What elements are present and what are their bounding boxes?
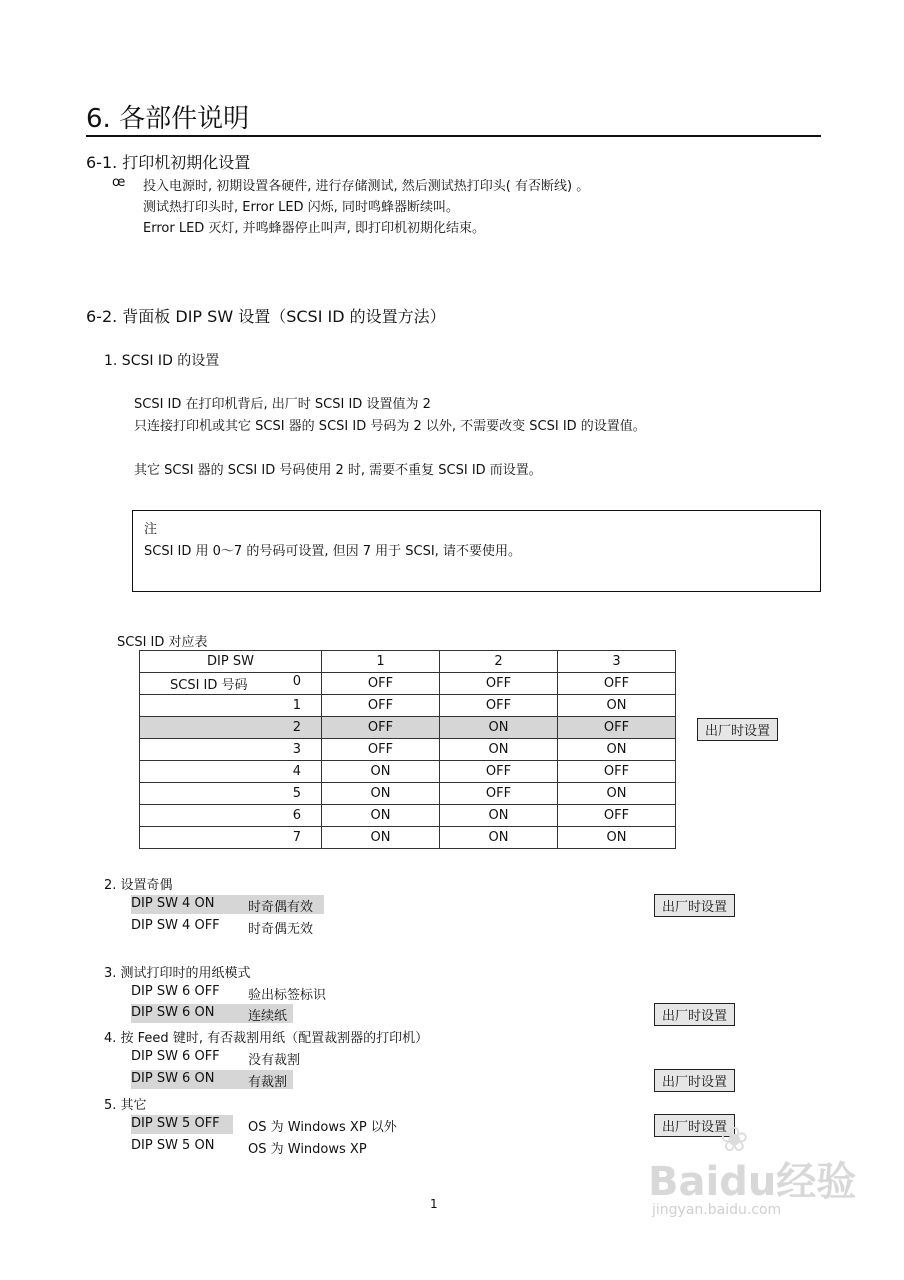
row-id: 7 [292, 830, 301, 845]
table-row [140, 783, 676, 805]
cell: OFF [322, 695, 440, 717]
parity-on-desc: 时奇偶有效 [248, 900, 314, 915]
header-sw-3: 3 [558, 651, 676, 673]
table-header-row [140, 651, 676, 673]
cell: ON [440, 805, 558, 827]
row-id: 3 [292, 742, 301, 757]
section-6-1-heading: 6-1. 打印机初期化设置 [86, 153, 251, 172]
watermark-url: jingyan.baidu.com [652, 1202, 782, 1218]
parity-on-key: DIP SW 4 ON [131, 896, 215, 911]
cell: ON [322, 783, 440, 805]
parity-off-desc: 时奇偶无效 [248, 922, 314, 937]
other-off-desc: OS 为 Windows XP 以外 [248, 1120, 397, 1135]
cell: ON [322, 805, 440, 827]
cell: ON [440, 717, 558, 739]
paper-off-desc: 验出标签标识 [248, 988, 327, 1003]
factory-default-badge: 出厂时设置 [654, 1069, 735, 1092]
page-number: 1 [430, 1197, 438, 1211]
table-row-default [140, 717, 676, 739]
init-line-3: Error LED 灭灯, 并鸣蜂器停止叫声, 即打印机初期化结束。 [143, 221, 485, 236]
paper-on-desc: 连续纸 [248, 1009, 288, 1024]
cell: ON [322, 827, 440, 849]
cell: OFF [440, 761, 558, 783]
cell: ON [440, 739, 558, 761]
parity-off-key: DIP SW 4 OFF [131, 918, 220, 933]
cell: ON [558, 695, 676, 717]
init-line-2: 测试热打印头时, Error LED 闪烁, 同时鸣蜂器断续叫。 [143, 200, 459, 215]
scsi-para-3: 其它 SCSI 器的 SCSI ID 号码使用 2 时, 需要不重复 SCSI ID 而设置。 [134, 463, 542, 478]
note-title: 注 [144, 522, 158, 537]
cell: OFF [440, 783, 558, 805]
cell: ON [322, 761, 440, 783]
row-id: 2 [292, 720, 301, 735]
scsi-id-subheading: 1. SCSI ID 的设置 [104, 353, 220, 369]
feed-heading: 4. 按 Feed 键时, 有否裁割用纸（配置裁割器的打印机） [104, 1031, 429, 1046]
row-id: 6 [292, 808, 301, 823]
cell: OFF [322, 739, 440, 761]
cell: ON [440, 827, 558, 849]
factory-default-badge: 出厂时设置 [697, 718, 778, 741]
header-dip-sw: DIP SW [140, 651, 322, 673]
other-on-desc: OS 为 Windows XP [248, 1142, 367, 1157]
feed-on-desc: 有裁割 [248, 1075, 288, 1090]
cell: OFF [322, 717, 440, 739]
factory-default-badge: 出厂时设置 [654, 1114, 735, 1137]
watermark-brand: Baidu经验 [648, 1159, 857, 1205]
cell: ON [558, 783, 676, 805]
scsi-para-2: 只连接打印机或其它 SCSI 器的 SCSI ID 号码为 2 以外, 不需要改变 SCSI ID 的设置值。 [134, 419, 646, 434]
cell: OFF [558, 717, 676, 739]
table-row [140, 805, 676, 827]
table-row [140, 739, 676, 761]
row-id: 0 [292, 674, 301, 689]
table-row [140, 673, 676, 695]
row-id: 5 [292, 786, 301, 801]
bullet-glyph: œ [112, 175, 126, 190]
header-sw-1: 1 [322, 651, 440, 673]
scsi-para-1: SCSI ID 在打印机背后, 出厂时 SCSI ID 设置值为 2 [134, 397, 431, 412]
factory-default-badge: 出厂时设置 [654, 894, 735, 917]
note-text: SCSI ID 用 0～7 的号码可设置, 但因 7 用于 SCSI, 请不要使用。 [144, 544, 521, 559]
scsi-id-table [139, 650, 676, 849]
parity-heading: 2. 设置奇偶 [104, 878, 173, 893]
row-id: 1 [292, 698, 301, 713]
other-off-key: DIP SW 5 OFF [131, 1116, 220, 1131]
feed-off-desc: 没有裁割 [248, 1053, 301, 1068]
section-6-2-heading: 6-2. 背面板 DIP SW 设置（SCSI ID 的设置方法） [86, 307, 446, 326]
cell: ON [558, 827, 676, 849]
paw-logo-icon: ❀ [720, 1120, 749, 1160]
cell: OFF [322, 673, 440, 695]
cell: ON [558, 739, 676, 761]
row-label: SCSI ID 号码 [170, 678, 248, 693]
page-title: 6. 各部件说明 [86, 104, 250, 134]
init-line-1: 投入电源时, 初期设置各硬件, 进行存储测试, 然后测试热打印头( 有否断线) 。 [143, 179, 590, 194]
table-row [140, 827, 676, 849]
title-divider [86, 135, 821, 137]
other-heading: 5. 其它 [104, 1098, 147, 1113]
paper-on-key: DIP SW 6 ON [131, 1005, 215, 1020]
cell: OFF [558, 761, 676, 783]
feed-on-key: DIP SW 6 ON [131, 1071, 215, 1086]
header-sw-2: 2 [440, 651, 558, 673]
row-id: 4 [292, 764, 301, 779]
cell: OFF [440, 695, 558, 717]
other-on-key: DIP SW 5 ON [131, 1138, 215, 1153]
table-row [140, 761, 676, 783]
cell: OFF [558, 673, 676, 695]
table-row [140, 695, 676, 717]
paper-off-key: DIP SW 6 OFF [131, 984, 220, 999]
cell: OFF [558, 805, 676, 827]
paper-heading: 3. 测试打印时的用纸模式 [104, 966, 251, 981]
factory-default-badge: 出厂时设置 [654, 1003, 735, 1026]
cell: OFF [440, 673, 558, 695]
table-caption: SCSI ID 对应表 [117, 635, 208, 650]
feed-off-key: DIP SW 6 OFF [131, 1049, 220, 1064]
